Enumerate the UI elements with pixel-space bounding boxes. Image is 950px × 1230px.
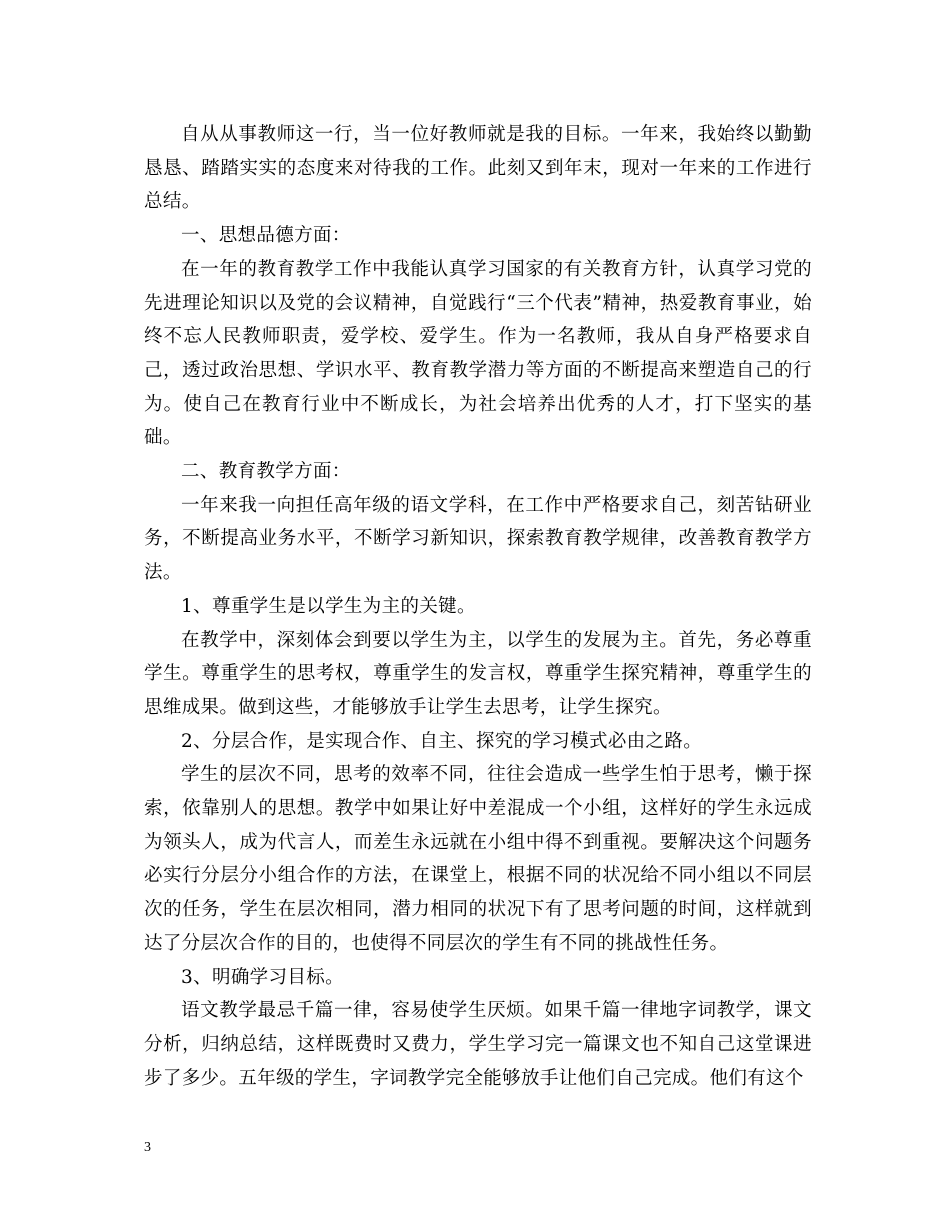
- paragraph-respect-students: 在教学中，深刻体会到要以学生为主，以学生的发展为主。首先，务必尊重学生。尊重学生的思考权，尊重学生的发言权，尊重学生探究精神，尊重学生的思维成果。做到这些，才能够放手让学生去思考，让学生探究。: [144, 629, 812, 718]
- paragraph-layered-cooperation: 学生的层次不同，思考的效率不同，往往会造成一些学生怕于思考，懒于探索，依靠别人的思想。教学中如果让好中差混成一个小组，这样好的学生永远成为领头人，成为代言人，而差生永远就在小组中得不到重视。要解决这个问题务必实行分层分小组合作的方法，在课堂上，根据不同的状况给不同小组以不同层次的任务，学生在层次相同，潜力相同的状况下有了思考问题的时间，这样就到达了分层次合作的目的，也使得不同层次的学生有不同的挑战性任务。: [144, 764, 812, 954]
- page-number: 3: [144, 1140, 151, 1155]
- paragraph-learning-goals: 语文教学最忌千篇一律，容易使学生厌烦。如果千篇一律地字词教学，课文分析，归纳总结，这样既费时又费力，学生学习完一篇课文也不知自己这堂课进步了多少。五年级的学生，字词教学完全能够放手让他们自己完成。他们有这个: [144, 1000, 812, 1089]
- paragraph-education-teaching: 一年来我一向担任高年级的语文学科，在工作中严格要求自己，刻苦钻研业务，不断提高业务水平，不断学习新知识，探索教育教学规律，改善教育教学方法。: [144, 494, 812, 584]
- paragraph-intro: 自从从事教师这一行，当一位好教师就是我的目标。一年来，我始终以勤勤恳恳、踏踏实实的态度来对待我的工作。此刻又到年末，现对一年来的工作进行总结。: [144, 124, 812, 213]
- paragraph-ideology-morality: 在一年的教育教学工作中我能认真学习国家的有关教育方针，认真学习党的先进理论知识以及党的会议精神，自觉践行“三个代表”精神，热爱教育事业，始终不忘人民教师职责，爱学校、爱学生。作为一名教师，我从自身严格要求自己，透过政治思想、学识水平、教育教学潜力等方面的不断提高来塑造自己的行为。使自己在教育行业中不断成长，为社会培养出优秀的人才，打下坚实的基础。: [144, 258, 812, 449]
- subheading-respect-students: 1、尊重学生是以学生为主的关键。: [181, 595, 476, 617]
- document-body: [144, 118, 812, 1095]
- subheading-layered-cooperation: 2、分层合作，是实现合作、自主、探究的学习模式必由之路。: [181, 730, 703, 752]
- subheading-learning-goals: 3、明确学习目标。: [181, 966, 344, 988]
- heading-ideology-morality: 一、思想品德方面：: [181, 225, 351, 247]
- heading-education-teaching: 二、教育教学方面：: [181, 461, 351, 483]
